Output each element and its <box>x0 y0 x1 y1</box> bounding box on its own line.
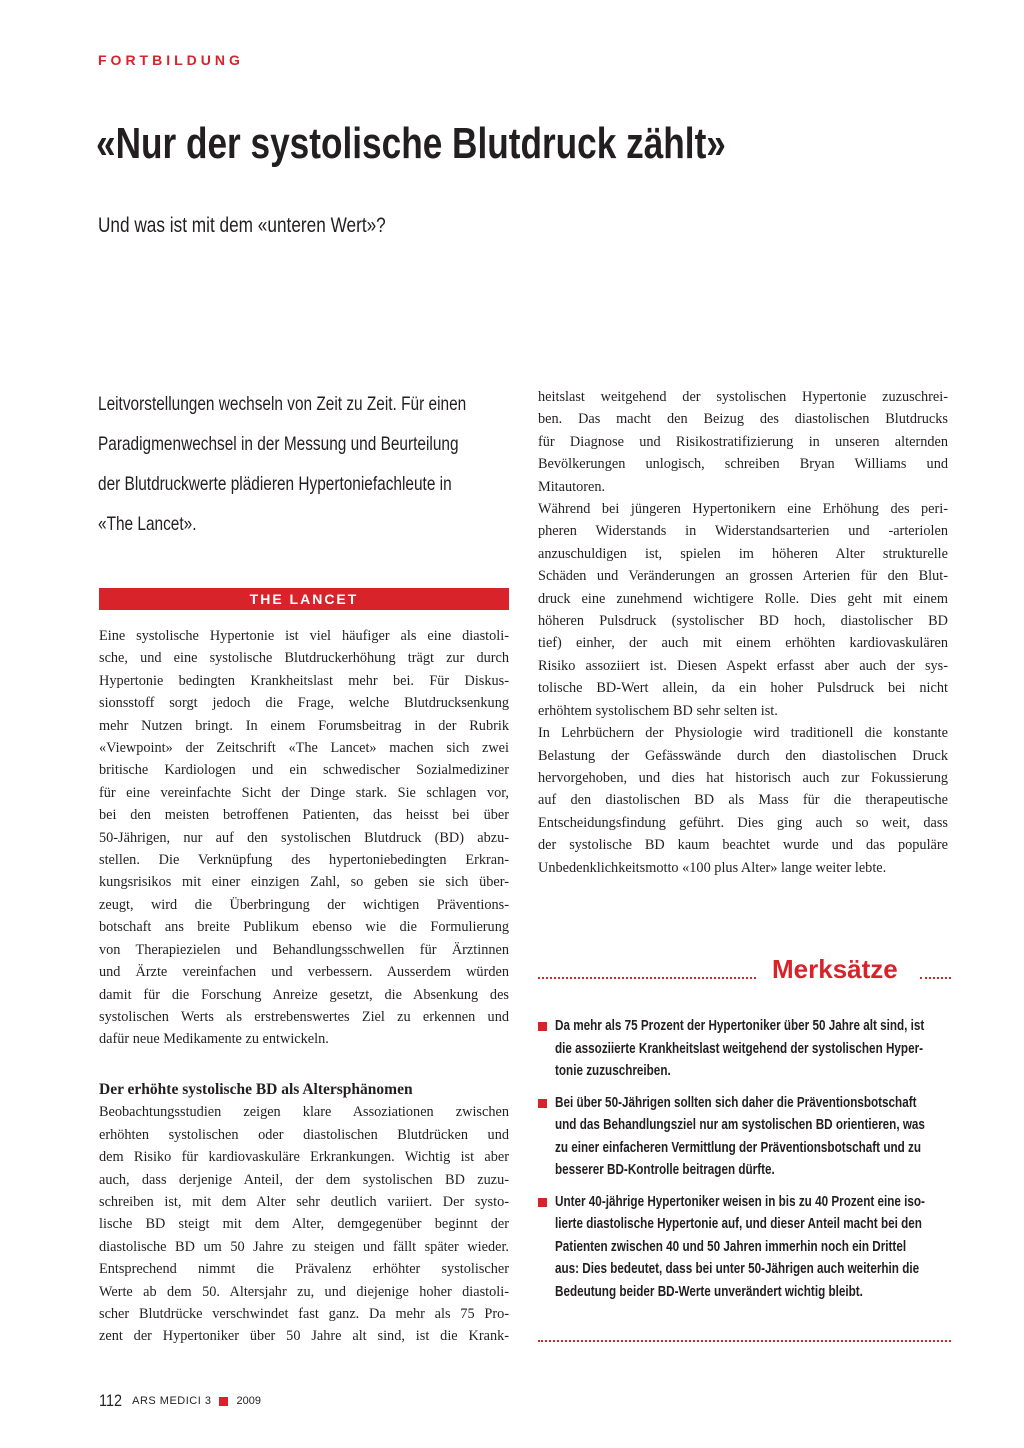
text-line: der systolische BD kaum beachtet wurde und das populäre <box>538 837 948 854</box>
merksatz-line: besserer BD-Kontrolle beitragen dürfte. <box>555 1161 775 1178</box>
page-number: 112 <box>99 1391 123 1410</box>
subheading: Der erhöhte systolische BD als Altersphänomen <box>99 1081 413 1098</box>
merksatz-item <box>538 1015 950 1083</box>
text-line: kungsrisikos mit einer einzigen Zahl, so geben sie sich über- <box>99 874 509 891</box>
merksaetze-heading: Merksätze <box>772 954 898 984</box>
column-2-paragraph-1 <box>538 386 948 498</box>
text-line: und Ärzte vereinfachen und verbessern. Ausserdem würden <box>99 964 509 981</box>
text-line: druck eine zunehmend wichtigere Rolle. Dies geht mit einem <box>538 590 948 607</box>
text-line: systolischen Werts als erstrebenswertes Ziel zu erkennen und <box>99 1008 509 1025</box>
text-line: Unbedenklichkeitsmotto «100 plus Alter» lange weiter lebte. <box>538 859 887 876</box>
merksatz-line: Unter 40-jährige Hypertoniker weisen in bis zu 40 Prozent eine iso- <box>555 1192 925 1210</box>
section-kicker: FORTBILDUNG <box>98 52 244 68</box>
text-line: höheren Pulsdruck (systolischer BD hoch, diastolischer BD <box>538 613 948 630</box>
text-line: Mitautoren. <box>538 478 606 495</box>
text-line: Schäden und Veränderungen an grossen Arterien für den Blut- <box>538 568 948 585</box>
page-footer <box>97 1391 261 1411</box>
text-line: zent der Hypertoniker über 50 Jahre alt sind, ist die Krank- <box>99 1328 509 1345</box>
merksatz-line: Bedeutung beider BD-Werte unverändert wichtig bleibt. <box>555 1282 863 1300</box>
text-line: Risiko assoziiert ist. Diesen Aspekt erfasst aber auch der sys- <box>538 657 948 674</box>
article-subtitle: Und was ist mit dem «unteren Wert»? <box>98 214 386 237</box>
lead-line: Leitvorstellungen wechseln von Zeit zu Zeit. Für einen <box>98 393 467 415</box>
text-line: tief) einher, der auch mit einem erhöhten kardiovaskulären <box>538 635 948 652</box>
text-line: botschaft ans breite Publikum ebenso wie die Formulierung <box>99 919 509 936</box>
text-line: erhöhtem systolischem BD sehr selten ist. <box>538 702 778 719</box>
text-line: britische Kardiologen und ein schwedischer Sozialmediziner <box>99 762 509 779</box>
merksatz-line: tonie zuzuschreiben. <box>555 1062 671 1079</box>
text-line: Entscheidungsfindung geführt. Dies ging auch so weit, dass <box>538 814 948 831</box>
text-line: Werte ab dem 50. Altersjahr zu, und diejenige hoher diastoli- <box>99 1283 509 1300</box>
merksaetze-rule-bottom <box>538 1340 951 1342</box>
merksatz-line: Da mehr als 75 Prozent der Hypertoniker über 50 Jahre alt sind, ist <box>555 1017 925 1034</box>
merksaetze-rule-left <box>538 977 756 979</box>
merksatz-line: die assoziierte Krankheitslast weitgehend der systolischen Hyper- <box>555 1039 924 1057</box>
text-line: pheren Widerstands in Widerstandsarterien und -arteriolen <box>538 523 948 540</box>
text-line: tolische BD-Wert allein, da ein hoher Pulsdruck bei nicht <box>538 680 948 697</box>
merksaetze-rule-right <box>920 977 951 979</box>
text-line: stellen. Die Verknüpfung des hypertoniebedingten Erkran- <box>99 852 509 869</box>
text-line: auf den diastolischen BD als Mass für die therapeutische <box>538 792 948 809</box>
text-line: für eine vereinfachte Sicht der Dinge stark. Sie schlagen vor, <box>99 784 509 801</box>
text-line: Hypertonie bedingten Krankheitslast mehr bei. Für Diskus- <box>99 672 509 689</box>
text-line: Eine systolische Hypertonie ist viel häufiger als eine diastoli- <box>99 628 509 644</box>
text-line: Während bei jüngeren Hypertonikern eine Erhöhung des peri- <box>538 501 948 518</box>
text-line: sionsstoff sorgt jedoch die Frage, welche Blutdrucksenkung <box>99 695 509 712</box>
text-line: Entsprechend nimmt die Prävalenz erhöhter systolischer <box>99 1261 509 1278</box>
text-line: anzuschuldigen ist, spielen im höheren Alter strukturelle <box>538 545 948 562</box>
merksatz-line: Bei über 50-Jährigen sollten sich daher die Präventionsbotschaft <box>555 1093 917 1111</box>
merksatz-text <box>555 1191 949 1304</box>
column-2-paragraph-3 <box>538 722 948 879</box>
text-line: diastolische BD um 50 Jahre zu steigen und fällt später wieder. <box>99 1238 509 1255</box>
merksatz-line: lierte diastolische Hypertonie auf, und dieser Anteil macht bei den <box>555 1215 922 1232</box>
text-line: dafür neue Medikamente zu entwickeln. <box>99 1031 329 1048</box>
column-2-paragraph-2 <box>538 498 948 722</box>
text-line: 50-Jährigen, nur auf den systolischen Blutdruck (BD) abzu- <box>99 829 509 846</box>
text-line: auch, dass derjenige Anteil, der dem systolischen BD zuzu- <box>99 1171 509 1188</box>
merksatz-text <box>555 1092 949 1182</box>
section-bar <box>99 588 509 610</box>
text-line: sche, und eine systolische Blutdruckerhöhung trägt zur durch <box>99 650 509 667</box>
issue-year: 2009 <box>236 1395 261 1407</box>
text-line: In Lehrbüchern der Physiologie wird traditionell die konstante <box>538 725 948 742</box>
lead-line: der Blutdruckwerte plädieren Hypertoniefachleute in <box>98 473 452 495</box>
column-2-text <box>538 386 948 879</box>
column-1-section <box>99 1079 509 1348</box>
text-line: Belastung der Gefässwände durch den diastolischen Druck <box>538 747 948 764</box>
text-line: dem Risiko für kardiovaskuläre Erkrankungen. Wichtig ist aber <box>99 1149 509 1166</box>
text-line: «Viewpoint» der Zeitschrift «The Lancet» machen sich zwei <box>99 740 509 757</box>
text-line: für Diagnose und Risikostratifizierung in unseren alternden <box>538 433 948 450</box>
text-line: damit für die Forschung Anreize gesetzt, die Absenkung des <box>99 986 509 1003</box>
merksatz-line: und das Behandlungsziel nur am systolischen BD orientieren, was <box>555 1116 925 1133</box>
column-1-paragraph-2 <box>99 1101 509 1347</box>
merksatz-item <box>538 1191 950 1304</box>
text-line: scher Blutdrücke verschwindet fast ganz. Da mehr als 75 Pro- <box>99 1306 509 1323</box>
text-line: ben. Das macht den Beizug des diastolischen Blutdrucks <box>538 411 948 428</box>
text-line: zeugt, wird die Überbringung der wichtigen Präventions- <box>99 896 509 913</box>
text-line: von Therapiezielen und Behandlungsschwellen für Ärztinnen <box>99 941 509 958</box>
square-icon <box>219 1397 228 1406</box>
merksatz-line: Patienten zwischen 40 und 50 Jahren immerhin noch ein Drittel <box>555 1237 907 1255</box>
text-line: schreiben ist, mit dem Alter sehr deutlich variiert. Der systo- <box>99 1194 509 1211</box>
merksatz-line: aus: Dies bedeutet, dass bei unter 50-Jährigen auch weiterhin die <box>555 1260 920 1277</box>
merksatz-line: zu einer einfacheren Vermittlung der Präventionsbotschaft und zu <box>555 1138 922 1156</box>
text-line: bei den meisten betroffenen Patienten, das heisst bei über <box>99 807 509 824</box>
bullet-square-icon <box>538 1099 547 1108</box>
bullet-square-icon <box>538 1198 547 1207</box>
text-line: mehr Nutzen bringt. In einem Forumsbeitrag in der Rubrik <box>99 717 509 734</box>
bullet-square-icon <box>538 1022 547 1031</box>
lead-line: Paradigmenwechsel in der Messung und Beurteilung <box>98 433 459 455</box>
text-line: hervorgehoben, und dies hat historisch auch zur Fokussierung <box>538 769 948 786</box>
merksatz-item <box>538 1092 950 1182</box>
magazine-name: ARS MEDICI 3 <box>132 1395 212 1407</box>
text-line: heitslast weitgehend der systolischen Hypertonie zuzuschrei- <box>538 389 948 405</box>
lead-paragraph <box>98 384 509 544</box>
text-line: Beobachtungsstudien zeigen klare Assoziationen zwischen <box>99 1104 509 1121</box>
merksaetze-list <box>538 1015 950 1312</box>
column-1-paragraph-1 <box>99 625 509 1051</box>
text-line: Bevölkerungen unlogisch, schreiben Bryan Williams und <box>538 456 948 473</box>
lead-line: «The Lancet». <box>98 513 197 535</box>
merksatz-text <box>555 1015 949 1083</box>
article-title: «Nur der systolische Blutdruck zählt» <box>96 119 726 168</box>
text-line: erhöhten systolischen oder diastolischen Blutdrücken und <box>99 1126 509 1143</box>
section-bar-label: THE LANCET <box>249 591 359 607</box>
text-line: lische BD steigt mit dem Alter, demgegenüber beginnt der <box>99 1216 509 1233</box>
